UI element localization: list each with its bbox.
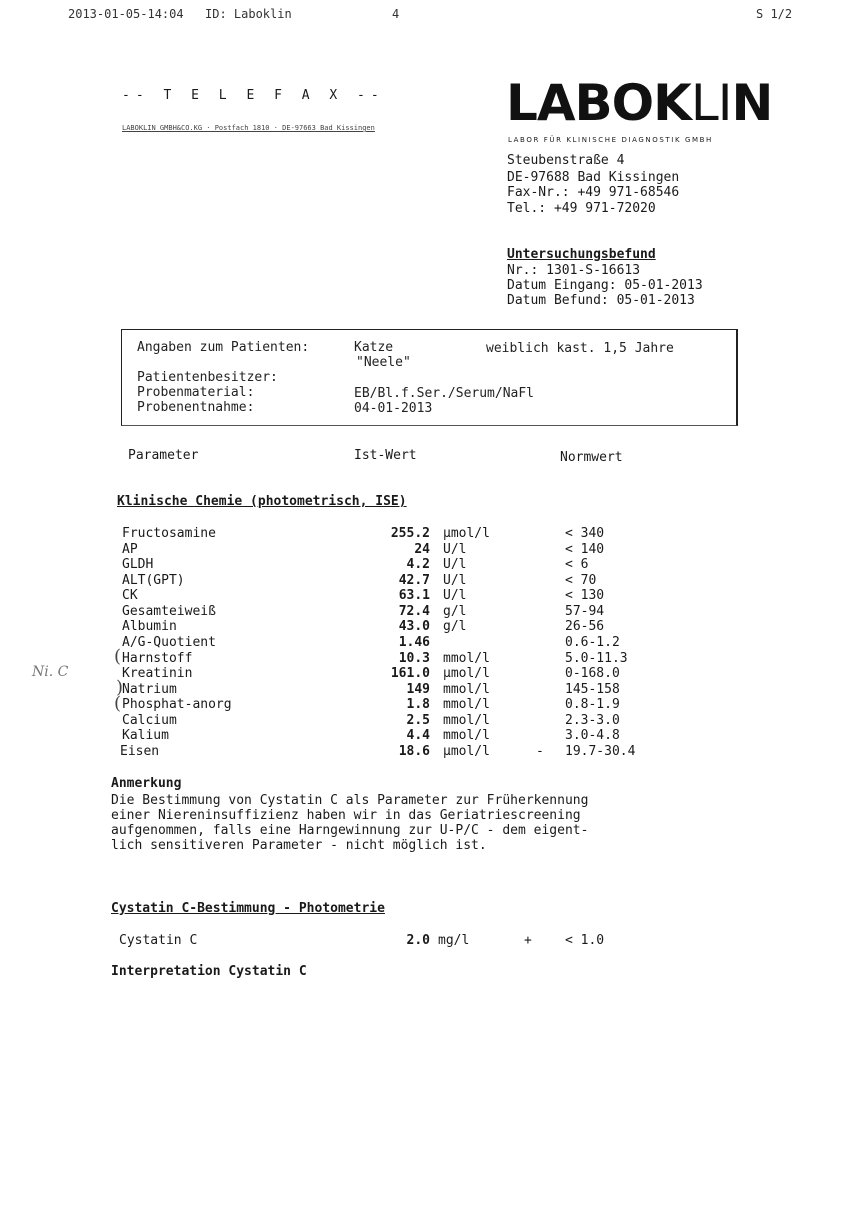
param-unit: mmol/l bbox=[443, 728, 490, 743]
logo-tagline: LABOR FÜR KLINISCHE DIAGNOSTIK GMBH bbox=[508, 136, 713, 144]
handwritten-bracket: ) bbox=[116, 677, 124, 698]
table-row bbox=[0, 573, 862, 589]
param-name: Eisen bbox=[120, 744, 160, 759]
param-flag: - bbox=[536, 744, 544, 759]
param-value: 42.7 bbox=[398, 573, 430, 588]
param-unit: U/l bbox=[443, 542, 467, 557]
param-name: Fructosamine bbox=[122, 526, 216, 541]
cystatin-flag: + bbox=[524, 933, 532, 948]
sender-line: LABOKLIN GMBH&CO.KG · Postfach 1810 · DE-97663 Bad Kissingen bbox=[122, 124, 375, 132]
param-name: GLDH bbox=[122, 557, 154, 572]
patient-sex-age: weiblich kast. 1,5 Jahre bbox=[486, 341, 674, 356]
param-norm: < 130 bbox=[565, 588, 605, 603]
param-norm: < 340 bbox=[565, 526, 605, 541]
param-value: 43.0 bbox=[398, 619, 430, 634]
fax-id: ID: Laboklin bbox=[205, 7, 292, 21]
table-row bbox=[0, 604, 862, 620]
table-row bbox=[0, 744, 862, 760]
param-value: 161.0 bbox=[390, 666, 430, 681]
table-row bbox=[0, 697, 862, 713]
param-name: ALT(GPT) bbox=[122, 573, 185, 588]
param-unit: mmol/l bbox=[443, 651, 490, 666]
befund-nr: Nr.: 1301-S-16613 bbox=[507, 263, 641, 278]
param-norm: 5.0-11.3 bbox=[565, 651, 628, 666]
table-row bbox=[0, 728, 862, 744]
table-row bbox=[0, 682, 862, 698]
param-name: CK bbox=[122, 588, 138, 603]
param-norm: 2.3-3.0 bbox=[565, 713, 620, 728]
param-value: 255.2 bbox=[390, 526, 430, 541]
table-row bbox=[0, 666, 862, 682]
param-norm: < 6 bbox=[565, 557, 589, 572]
note-line: aufgenommen, falls eine Harngewinnung zur U-P/C - dem eigent- bbox=[111, 823, 589, 838]
param-unit: g/l bbox=[443, 619, 467, 634]
interpretation-title: Interpretation Cystatin C bbox=[111, 964, 307, 979]
param-value: 149 bbox=[406, 682, 430, 697]
section-clinical-chemistry: Klinische Chemie (photometrisch, ISE) bbox=[117, 494, 407, 509]
handwritten-bracket: ( bbox=[114, 693, 122, 714]
param-norm: 57-94 bbox=[565, 604, 605, 619]
param-name: Gesamteiweiß bbox=[122, 604, 216, 619]
table-row bbox=[0, 619, 862, 635]
logo-thin-part: LI bbox=[690, 74, 732, 132]
param-name: A/G-Quotient bbox=[122, 635, 216, 650]
param-unit: g/l bbox=[443, 604, 467, 619]
table-row bbox=[0, 635, 862, 651]
table-row bbox=[0, 557, 862, 573]
column-norm: Normwert bbox=[560, 450, 623, 465]
param-value: 4.2 bbox=[406, 557, 430, 572]
param-unit: mmol/l bbox=[443, 713, 490, 728]
param-value: 18.6 bbox=[398, 744, 430, 759]
address-fax: Fax-Nr.: +49 971-68546 bbox=[507, 185, 680, 200]
param-name: Harnstoff bbox=[122, 651, 193, 666]
param-value: 72.4 bbox=[398, 604, 430, 619]
table-row bbox=[0, 713, 862, 729]
address-street: Steubenstraße 4 bbox=[507, 153, 625, 168]
param-name: Calcium bbox=[122, 713, 177, 728]
param-unit: mmol/l bbox=[443, 697, 490, 712]
cystatin-value: 2.0 bbox=[406, 933, 430, 948]
param-unit: U/l bbox=[443, 588, 467, 603]
param-name: Phosphat-anorg bbox=[122, 697, 232, 712]
note-line: Die Bestimmung von Cystatin C als Parameter zur Früherkennung bbox=[111, 793, 589, 808]
fax-timestamp: 2013-01-05-14:04 bbox=[68, 7, 184, 21]
param-value: 4.4 bbox=[406, 728, 430, 743]
handwritten-bracket: ( bbox=[114, 646, 122, 667]
table-row bbox=[0, 542, 862, 558]
material-value: EB/Bl.f.Ser./Serum/NaFl bbox=[354, 386, 535, 401]
patient-label: Angaben zum Patienten: bbox=[137, 340, 310, 355]
befund-datum: Datum Befund: 05-01-2013 bbox=[507, 293, 695, 308]
note-line: lich sensitiveren Parameter - nicht möglich ist. bbox=[111, 838, 487, 853]
param-value: 1.46 bbox=[398, 635, 430, 650]
param-value: 10.3 bbox=[398, 651, 430, 666]
param-norm: 0.8-1.9 bbox=[565, 697, 620, 712]
param-norm: < 70 bbox=[565, 573, 597, 588]
befund-title: Untersuchungsbefund bbox=[507, 247, 656, 262]
param-norm: 26-56 bbox=[565, 619, 605, 634]
address-tel: Tel.: +49 971-72020 bbox=[507, 201, 656, 216]
section-cystatin: Cystatin C-Bestimmung - Photometrie bbox=[111, 901, 385, 916]
cystatin-norm: < 1.0 bbox=[565, 933, 605, 948]
table-row bbox=[0, 651, 862, 667]
param-name: Natrium bbox=[122, 682, 177, 697]
column-value: Ist-Wert bbox=[354, 448, 417, 463]
param-unit: U/l bbox=[443, 557, 467, 572]
table-row bbox=[0, 526, 862, 542]
cystatin-unit: mg/l bbox=[438, 933, 470, 948]
param-value: 24 bbox=[414, 542, 430, 557]
table-row bbox=[0, 933, 862, 949]
table-row bbox=[0, 588, 862, 604]
param-norm: 19.7-30.4 bbox=[565, 744, 636, 759]
patient-species: Katze bbox=[354, 340, 394, 355]
param-name: Albumin bbox=[122, 619, 177, 634]
note-title: Anmerkung bbox=[111, 776, 182, 791]
sample-date-label: Probenentnahme: bbox=[137, 400, 255, 415]
logo-bold-part: LABOK bbox=[506, 74, 691, 132]
handwritten-margin-note: Ni. C bbox=[32, 664, 69, 680]
owner-label: Patientenbesitzer: bbox=[137, 370, 278, 385]
column-parameter: Parameter bbox=[128, 448, 199, 463]
telefax-title: -- T E L E F A X -- bbox=[122, 88, 385, 103]
befund-eingang: Datum Eingang: 05-01-2013 bbox=[507, 278, 703, 293]
note-line: einer Niereninsuffizienz haben wir in das Geriatriescreening bbox=[111, 808, 581, 823]
param-norm: 3.0-4.8 bbox=[565, 728, 620, 743]
param-name: Kreatinin bbox=[122, 666, 193, 681]
param-value: 1.8 bbox=[406, 697, 430, 712]
sample-date-value: 04-01-2013 bbox=[354, 401, 433, 416]
param-value: 63.1 bbox=[398, 588, 430, 603]
fax-page-number: 4 bbox=[392, 7, 400, 21]
laboklin-logo bbox=[506, 74, 773, 132]
param-unit: mmol/l bbox=[443, 682, 490, 697]
address-city: DE-97688 Bad Kissingen bbox=[507, 170, 680, 185]
param-norm: 0.6-1.2 bbox=[565, 635, 620, 650]
material-label: Probenmaterial: bbox=[137, 385, 255, 400]
param-name: AP bbox=[122, 542, 138, 557]
param-unit: U/l bbox=[443, 573, 467, 588]
param-unit: µmol/l bbox=[443, 526, 490, 541]
param-norm: < 140 bbox=[565, 542, 605, 557]
param-value: 2.5 bbox=[406, 713, 430, 728]
fax-page-of: S 1/2 bbox=[756, 7, 793, 21]
param-unit: µmol/l bbox=[443, 666, 490, 681]
cystatin-name: Cystatin C bbox=[119, 933, 198, 948]
patient-name: "Neele" bbox=[356, 355, 411, 370]
logo-end-part: N bbox=[731, 74, 773, 132]
param-name: Kalium bbox=[122, 728, 169, 743]
param-unit: µmol/l bbox=[443, 744, 490, 759]
param-norm: 0-168.0 bbox=[565, 666, 620, 681]
param-norm: 145-158 bbox=[565, 682, 620, 697]
